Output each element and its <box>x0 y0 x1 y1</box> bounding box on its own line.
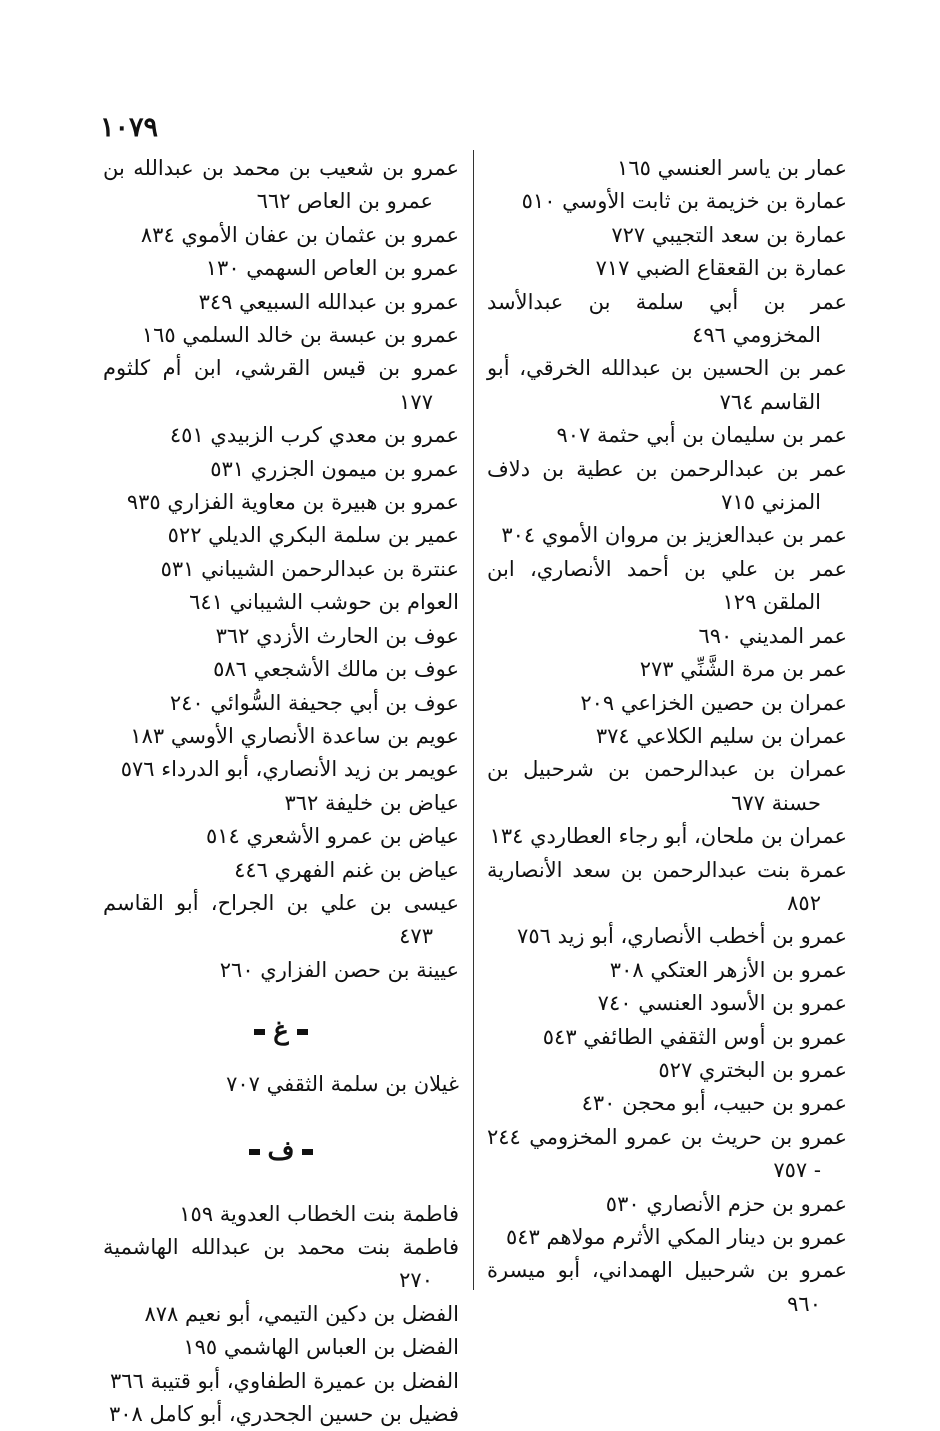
index-entry: عمرو بن شرحبيل الهمداني، أبو ميسرة ٩٦٠ <box>487 1258 847 1316</box>
heading-dash <box>249 1149 260 1155</box>
index-entry: عيينة بن حصن الفزاري ٢٦٠ <box>219 957 459 982</box>
heading-dash <box>302 1149 313 1155</box>
entries-ghain <box>103 1068 459 1101</box>
index-entry: عمر المديني ٦٩٠ <box>698 623 847 648</box>
index-entry: عمر بن أبي سلمة بن عبدالأسد المخزومي ٤٩٦ <box>487 289 847 348</box>
index-entry: عمرو بن أخطب الأنصاري، أبو زيد ٧٥٦ <box>517 924 847 949</box>
index-entry: عمرو بن العاص السهمي ١٣٠ <box>205 256 459 281</box>
index-entry: عويمر بن زيد الأنصاري، أبو الدرداء ٥٧٦ <box>120 757 459 782</box>
index-entry: عمران بن حصين الخزاعي ٢٠٩ <box>580 690 847 715</box>
index-entry: عمرو بن معدي كرب الزبيدي ٤٥١ <box>169 423 459 448</box>
index-entry: عمرو بن شعيب بن محمد بن عبدالله بن عمرو بن العاص ٦٦٢ <box>103 156 459 214</box>
index-entry: عياض بن خليفة ٣٦٢ <box>284 790 459 815</box>
index-entry: عمران بن ملحان، أبو رجاء العطاردي ١٣٤ <box>489 824 847 849</box>
index-entry: عمرو بن هبيرة بن معاوية الفزاري ٩٣٥ <box>126 490 459 515</box>
index-entry: عمرو بن الأزهر العتكي ٣٠٨ <box>609 957 847 982</box>
index-entry: عياض بن غنم الفهري ٤٤٦ <box>234 857 459 882</box>
index-entry: فاطمة بنت محمد بن عبدالله الهاشمية ٢٧٠ <box>103 1234 459 1293</box>
letter-heading-fa <box>103 1134 459 1168</box>
index-entry: عمارة بن القعقاع الضبي ٧١٧ <box>595 256 847 281</box>
index-entry: عوف بن أبي جحيفة السُّوائي ٢٤٠ <box>169 690 459 715</box>
index-entry: عويم بن ساعدة الأنصاري الأوسي ١٨٣ <box>130 723 459 748</box>
index-entry: عمرو بن الأسود العنسي ٧٤٠ <box>597 991 847 1016</box>
index-entry: عوف بن الحارث الأزدي ٣٦٢ <box>215 623 459 648</box>
index-entry: فضيل بن حسين الجحدري، أبو كامل ٣٠٨ <box>108 1402 459 1426</box>
index-entry: عوف بن مالك الأشجعي ٥٨٦ <box>213 657 459 682</box>
index-entry: عمرو بن دينار المكي الأثرم مولاهم ٥٤٣ <box>505 1225 847 1249</box>
index-entry: عمرو بن البختري ٥٢٧ <box>658 1057 847 1082</box>
index-entry: عمرو بن حريث بن عمرو المخزومي ٢٤٤ - ٧٥٧ <box>487 1124 847 1183</box>
index-entry: عمر بن الحسين بن عبدالله الخرقي، أبو القاسم ٧٦٤ <box>487 356 847 414</box>
entries-ayn <box>103 152 459 987</box>
index-entry: عمير بن سلمة البكري الديلي ٥٢٢ <box>167 523 459 548</box>
index-entry: غيلان بن سلمة الثقفي ٧٠٧ <box>226 1072 459 1097</box>
index-entry: عمارة بن خزيمة بن ثابت الأوسي ٥١٠ <box>521 189 847 214</box>
index-column-right <box>487 152 847 1321</box>
index-entry: عنترة بن عبدالرحمن الشيباني ٥٣١ <box>160 556 459 581</box>
column-divider <box>473 150 474 1290</box>
index-entry: عمر بن علي بن أحمد الأنصاري، ابن الملقن ١٢٩ <box>487 556 847 615</box>
index-entry: عمران بن سليم الكلاعي ٣٧٤ <box>595 723 847 748</box>
index-entry: عمرو بن عبدالله السبيعي ٣٤٩ <box>198 289 459 314</box>
index-entry: عمرو بن أوس الثقفي الطائفي ٥٤٣ <box>542 1024 847 1049</box>
page-number: ١٠٧٩ <box>100 112 159 143</box>
index-entry: العوام بن حوشب الشيباني ٦٤١ <box>189 590 459 615</box>
index-entry: الفضل بن دكين التيمي، أبو نعيم ٨٧٨ <box>144 1301 459 1326</box>
index-entry: عيسى بن علي بن الجراح، أبو القاسم ٤٧٣ <box>103 890 459 949</box>
index-entry: عمر بن عبدالرحمن بن عطية بن دلاف المزني ٧١٥ <box>487 456 847 515</box>
index-entry: عمرو بن حبيب، أبو محجن ٤٣٠ <box>581 1091 847 1116</box>
index-entry: عمران بن عبدالرحمن بن شرحبيل بن حسنة ٦٧٧ <box>487 757 847 815</box>
index-entry: عمرو بن عبسة بن خالد السلمي ١٦٥ <box>141 323 459 348</box>
heading-dash <box>297 1029 308 1035</box>
index-entry: الفضل بن عميرة الطفاوي، أبو قتيبة ٣٦٦ <box>110 1368 459 1393</box>
index-entry: الفضل بن العباس الهاشمي ١٩٥ <box>183 1335 459 1360</box>
heading-fa-letter: ف <box>267 1135 295 1166</box>
index-entry: عمار بن ياسر العنسي ١٦٥ <box>617 156 847 180</box>
letter-heading-ghain <box>103 1014 459 1048</box>
index-entry: عمرو بن ميمون الجزري ٥٣١ <box>210 456 459 481</box>
index-entry: عمرو بن عثمان بن عفان الأموي ٨٣٤ <box>140 222 459 247</box>
heading-ghain-letter: غ <box>273 1016 289 1047</box>
index-entry: عياض بن عمرو الأشعري ٥١٤ <box>206 824 459 849</box>
index-entry: عمرة بنت عبدالرحمن بن سعد الأنصارية ٨٥٢ <box>487 857 847 915</box>
heading-dash <box>254 1029 265 1035</box>
index-entry: عمر بن عبدالعزيز بن مروان الأموي ٣٠٤ <box>501 523 847 548</box>
index-entry: عمر بن مرة الشَّنِّي ٢٧٣ <box>639 657 847 682</box>
index-column-left <box>103 152 459 1431</box>
index-entry: عمر بن سليمان بن أبي حثمة ٩٠٧ <box>556 423 847 448</box>
index-entry: عمرو بن قيس القرشي، ابن أم كلثوم ١٧٧ <box>103 356 459 414</box>
entries-fa <box>103 1198 459 1431</box>
index-entry: عمرو بن حزم الأنصاري ٥٣٠ <box>605 1191 847 1216</box>
index-entry: عمارة بن سعد التجيبي ٧٢٧ <box>611 222 847 247</box>
index-entry: فاطمة بنت الخطاب العدوية ١٥٩ <box>179 1201 459 1226</box>
